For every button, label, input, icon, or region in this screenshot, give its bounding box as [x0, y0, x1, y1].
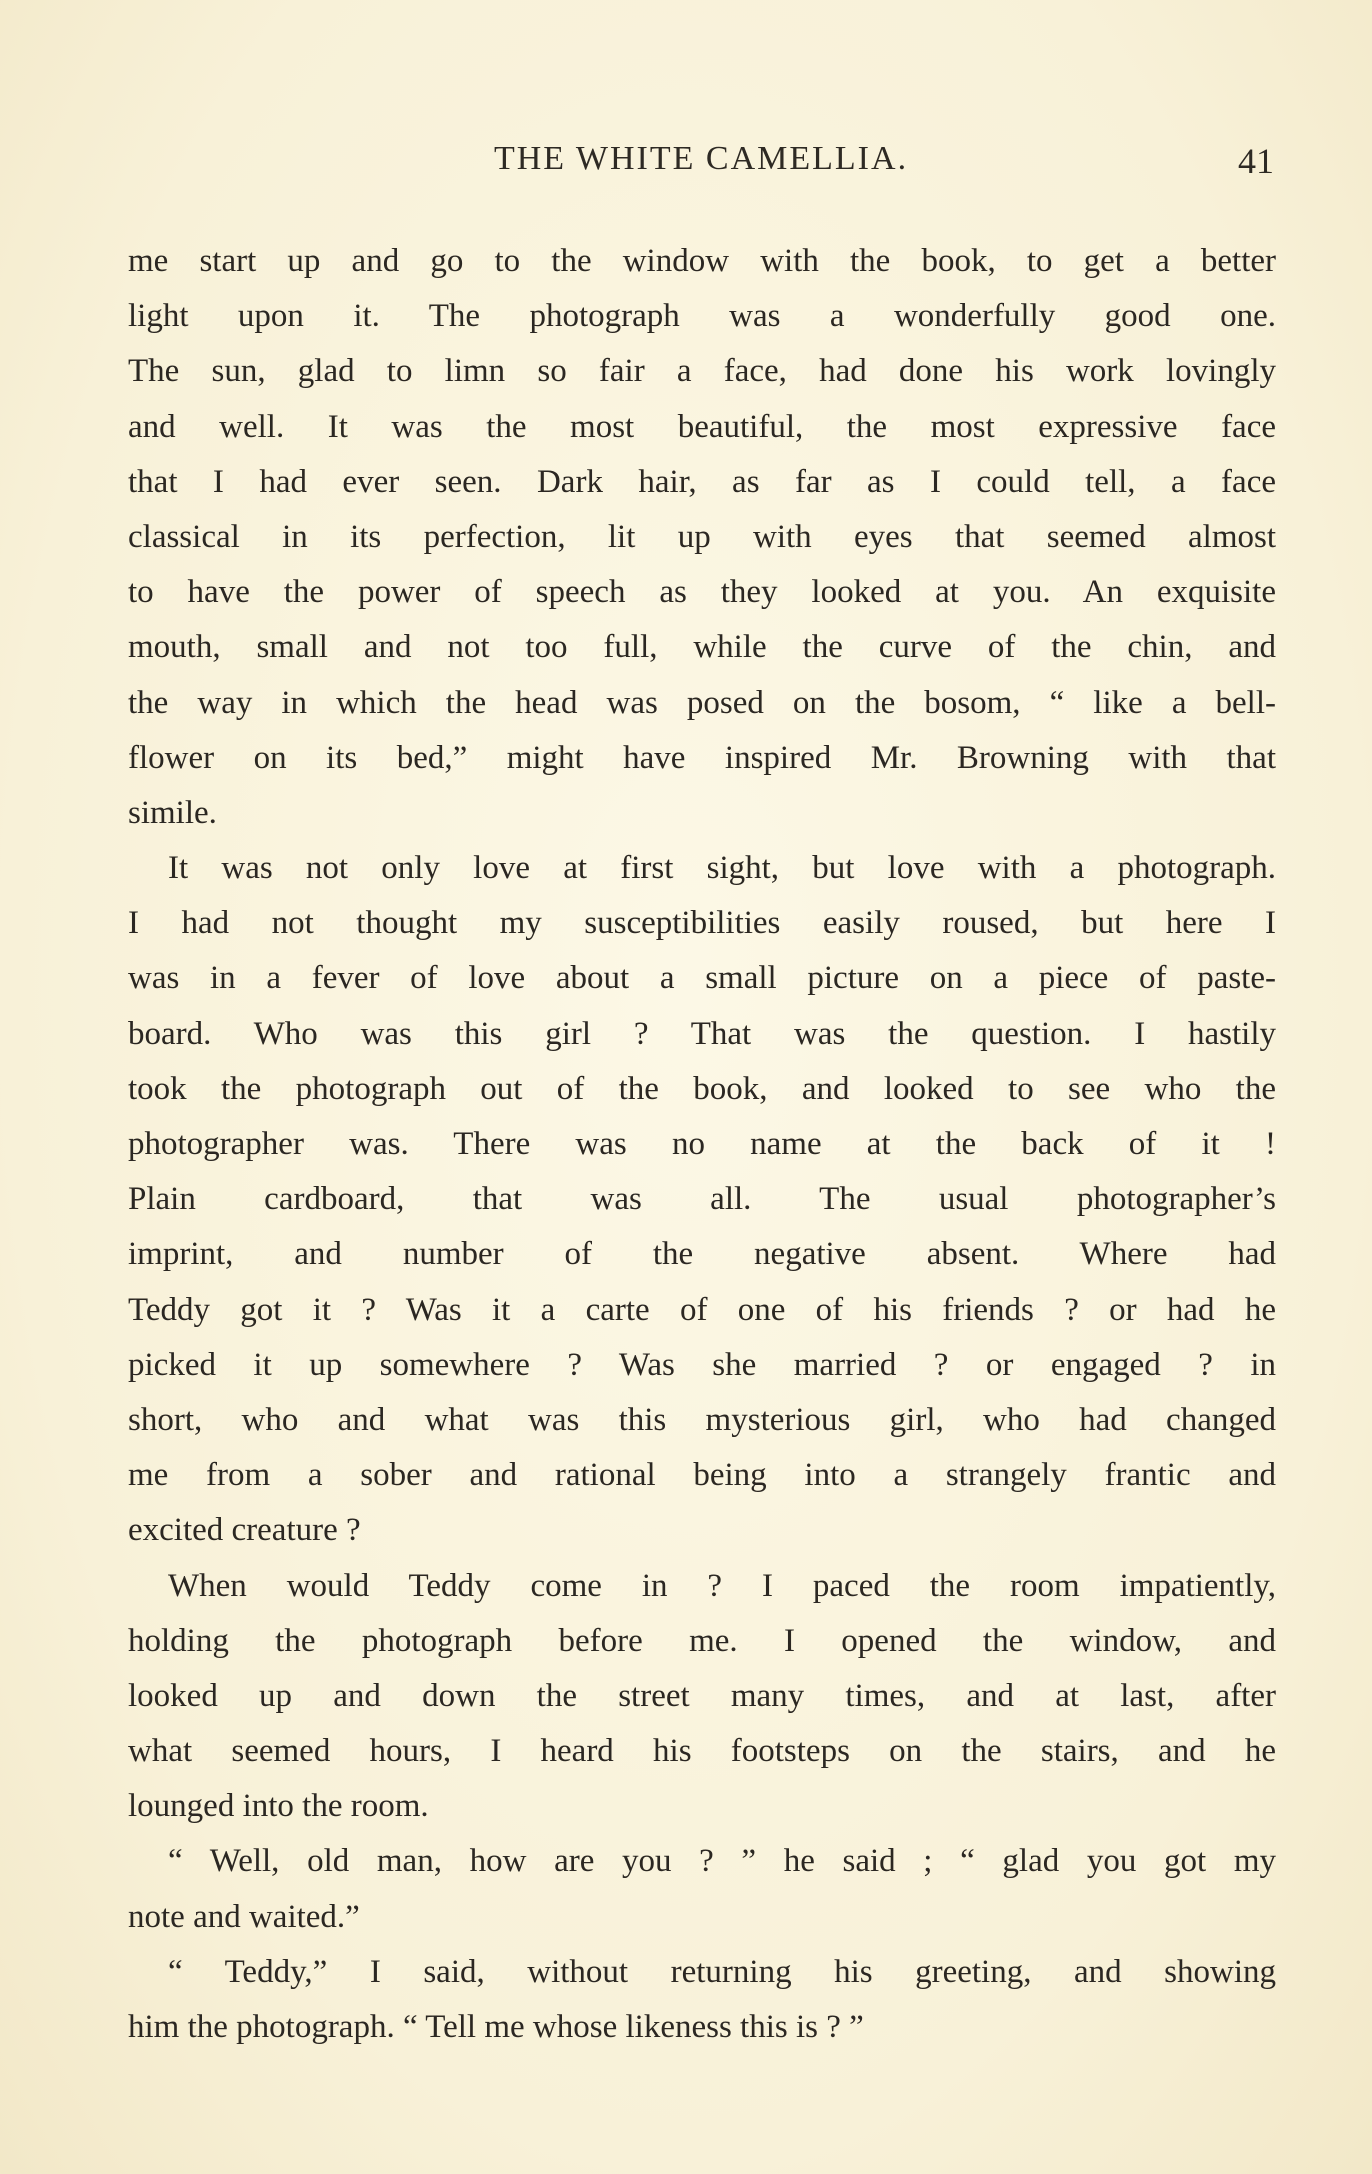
text-line: holding the photograph before me. I opened the window, and — [128, 1622, 1276, 1659]
text-line: the way in which the head was posed on the bosom, “ like a bell- — [128, 684, 1276, 721]
text-line: him the photograph. “ Tell me whose likeness this is ? ” — [128, 2009, 864, 2045]
text-line: was in a fever of love about a small picture on a piece of paste- — [128, 960, 1276, 997]
text-line: It was not only love at first sight, but love with a photograph. — [168, 850, 1276, 887]
text-line: classical in its perfection, lit up with eyes that seemed almost — [128, 518, 1276, 555]
text-line: Teddy got it ? Was it a carte of one of his friends ? or had he — [128, 1291, 1276, 1328]
text-line: “ Teddy,” I said, without returning his greeting, and showing — [168, 1953, 1276, 1990]
text-line: note and waited.” — [128, 1898, 360, 1935]
text-line: looked up and down the street many times, and at last, after — [128, 1677, 1276, 1714]
text-line: When would Teddy come in ? I paced the room impatiently, — [168, 1567, 1276, 1604]
text-line: Plain cardboard, that was all. The usual photographer’s — [128, 1181, 1276, 1218]
text-line: what seemed hours, I heard his footsteps on the stairs, and he — [128, 1733, 1276, 1770]
text-line: simile. — [128, 794, 217, 831]
page-number: 41 — [1238, 141, 1274, 181]
text-line: flower on its bed,” might have inspired Mr. Browning with that — [128, 739, 1276, 776]
text-line: to have the power of speech as they looked at you. An exquisite — [128, 574, 1276, 611]
text-line: I had not thought my susceptibilities easily roused, but here I — [128, 905, 1276, 942]
text-line: board. Who was this girl ? That was the question. I hastily — [128, 1015, 1276, 1052]
text-line: and well. It was the most beautiful, the most expressive face — [128, 408, 1276, 445]
text-line: me start up and go to the window with the book, to get a better — [128, 243, 1276, 279]
text-line: imprint, and number of the negative absent. Where had — [128, 1236, 1276, 1273]
text-line: me from a sober and rational being into a strangely frantic and — [128, 1457, 1276, 1494]
text-line: The sun, glad to limn so fair a face, had done his work lovingly — [128, 353, 1276, 390]
text-line: mouth, small and not too full, while the curve of the chin, and — [128, 629, 1276, 666]
text-line: “ Well, old man, how are you ? ” he said ; “ glad you got my — [168, 1843, 1276, 1880]
text-line: lounged into the room. — [128, 1788, 429, 1825]
running-title: THE WHITE CAMELLIA. — [493, 140, 909, 177]
text-line: excited creature ? — [128, 1512, 361, 1549]
text-line: took the photograph out of the book, and looked to see who the — [128, 1070, 1276, 1107]
text-line: short, who and what was this mysterious girl, who had changed — [128, 1401, 1276, 1438]
text-line: light upon it. The photograph was a wonderfully good one. — [128, 298, 1276, 335]
body-text — [128, 234, 1276, 2055]
text-line: picked it up somewhere ? Was she married ? or engaged ? in — [128, 1346, 1276, 1383]
text-line: that I had ever seen. Dark hair, as far as I could tell, a face — [128, 463, 1276, 500]
text-line: photographer was. There was no name at the back of it ! — [128, 1126, 1276, 1162]
running-head — [128, 140, 1274, 200]
